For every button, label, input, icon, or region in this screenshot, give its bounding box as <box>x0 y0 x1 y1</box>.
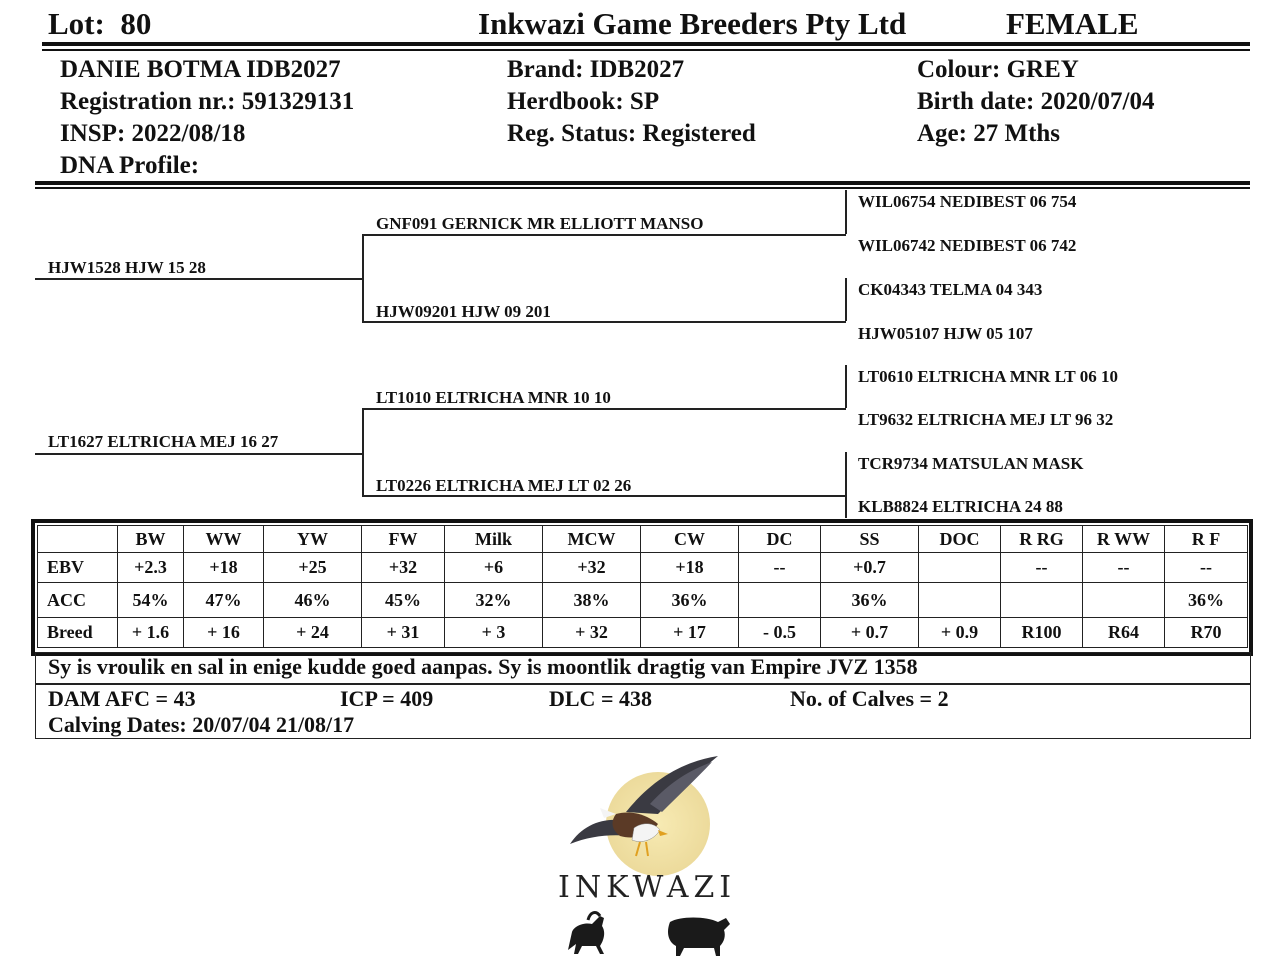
ebv-cell: 36% <box>821 583 919 618</box>
pedigree-gg-2: WIL06742 NEDIBEST 06 742 <box>858 236 1077 255</box>
animal-info-middle <box>507 54 756 150</box>
pedigree-gg-7: TCR9734 MATSULAN MASK <box>858 454 1084 473</box>
pedigree-gg-8: KLB8824 ELTRICHA 24 88 <box>858 497 1063 516</box>
sex-label: FEMALE <box>1006 6 1139 41</box>
animal-info-right <box>917 54 1155 150</box>
ebv-row-label: ACC <box>38 583 118 618</box>
pedigree-gg-4: HJW05107 HJW 05 107 <box>858 324 1033 343</box>
ebv-cell: R100 <box>1001 618 1083 648</box>
ebv-row-label: Breed <box>38 618 118 648</box>
ebv-cell: + 24 <box>264 618 362 648</box>
ebv-table <box>37 525 1248 648</box>
pedigree-gg-3: CK04343 TELMA 04 343 <box>858 280 1043 299</box>
ebv-cell: + 0.7 <box>821 618 919 648</box>
ebv-row-breed <box>38 618 1248 648</box>
ebv-header-cell: CW <box>641 526 739 553</box>
ebv-cell: + 17 <box>641 618 739 648</box>
lot-number: 80 <box>120 6 152 41</box>
ebv-cell: 36% <box>641 583 739 618</box>
dna-line: DNA Profile: <box>60 152 200 179</box>
ebv-header-cell: YW <box>264 526 362 553</box>
age-line: Age: 27 Mths <box>917 120 1061 147</box>
ebv-header-corner <box>38 526 118 553</box>
ebv-cell: +2.3 <box>118 553 184 583</box>
pedigree-sire-sire: GNF091 GERNICK MR ELLIOTT MANSO <box>376 214 704 233</box>
ebv-header-row <box>38 526 1248 553</box>
ebv-header-cell: Milk <box>445 526 543 553</box>
reg-status-line: Reg. Status: Registered <box>507 120 756 147</box>
ebv-header-cell: DC <box>739 526 821 553</box>
company-name: Inkwazi Game Breeders Pty Ltd <box>478 6 907 41</box>
ebv-cell <box>739 583 821 618</box>
header-rule-bottom <box>42 49 1250 51</box>
ebv-cell: 45% <box>362 583 445 618</box>
comment-box <box>35 652 1251 684</box>
ebv-cell <box>919 583 1001 618</box>
ebv-cell: -- <box>1083 553 1165 583</box>
ebv-cell: +0.7 <box>821 553 919 583</box>
ebv-cell: 32% <box>445 583 543 618</box>
info-rule-top <box>35 181 1250 185</box>
brand-line: Brand: IDB2027 <box>507 56 685 83</box>
ebv-cell: +32 <box>362 553 445 583</box>
calving-dates: Calving Dates: 20/07/04 21/08/17 <box>48 712 355 737</box>
ebv-cell: R64 <box>1083 618 1165 648</box>
pedigree-gg-1: WIL06754 NEDIBEST 06 754 <box>858 192 1077 211</box>
ebv-cell: -- <box>1165 553 1248 583</box>
ebv-header-cell: MCW <box>543 526 641 553</box>
pedigree-dam-dam: LT0226 ELTRICHA MEJ LT 02 26 <box>376 476 632 495</box>
ebv-cell <box>1083 583 1165 618</box>
ebv-header-cell: FW <box>362 526 445 553</box>
ebv-cell: + 1.6 <box>118 618 184 648</box>
ebv-header-cell: SS <box>821 526 919 553</box>
horse-and-bull-icon <box>530 902 760 957</box>
ebv-cell <box>1001 583 1083 618</box>
ebv-cell: 38% <box>543 583 641 618</box>
pedigree-sire-dam: HJW09201 HJW 09 201 <box>376 302 551 321</box>
insp-line: INSP: 2022/08/18 <box>60 120 246 147</box>
registration-line: Registration nr.: 591329131 <box>60 88 355 115</box>
ebv-header-cell: WW <box>184 526 264 553</box>
ebv-header-cell: DOC <box>919 526 1001 553</box>
ebv-cell: -- <box>1001 553 1083 583</box>
ebv-row-label: EBV <box>38 553 118 583</box>
ebv-cell: 46% <box>264 583 362 618</box>
ebv-cell: +18 <box>641 553 739 583</box>
ebv-row-acc <box>38 583 1248 618</box>
ebv-cell: +6 <box>445 553 543 583</box>
logo-wordmark: INKWAZI <box>558 870 737 905</box>
pedigree-dam-sire: LT1010 ELTRICHA MNR 10 10 <box>376 388 611 407</box>
ebv-cell: +18 <box>184 553 264 583</box>
ebv-cell: - 0.5 <box>739 618 821 648</box>
pedigree-dam: LT1627 ELTRICHA MEJ 16 27 <box>48 432 279 451</box>
fish-eagle-logo-icon <box>530 752 760 882</box>
ebv-cell: + 31 <box>362 618 445 648</box>
animal-info-left <box>60 54 354 182</box>
ebv-cell: R70 <box>1165 618 1248 648</box>
ebv-cell: + 3 <box>445 618 543 648</box>
pedigree-sire: HJW1528 HJW 15 28 <box>48 258 206 277</box>
info-rule-bottom <box>35 187 1250 189</box>
pedigree-gg-5: LT0610 ELTRICHA MNR LT 06 10 <box>858 367 1118 386</box>
ebv-cell <box>919 553 1001 583</box>
herdbook-line: Herdbook: SP <box>507 88 660 115</box>
lot-label-text: Lot: <box>48 6 105 41</box>
inkwazi-logo <box>530 752 760 957</box>
ebv-cell: + 32 <box>543 618 641 648</box>
ebv-cell: + 16 <box>184 618 264 648</box>
header-rule-top <box>42 42 1250 46</box>
ebv-header-cell: R WW <box>1083 526 1165 553</box>
dam-stats-box <box>35 684 1251 739</box>
ebv-cell: 47% <box>184 583 264 618</box>
ebv-cell: 54% <box>118 583 184 618</box>
owner-line: DANIE BOTMA IDB2027 <box>60 56 341 83</box>
birth-date-line: Birth date: 2020/07/04 <box>917 88 1155 115</box>
comment-text: Sy is vroulik en sal in enige kudde goed aanpas. Sy is moontlik dragtig van Empire JVZ 1358 <box>48 654 918 679</box>
ebv-cell: 36% <box>1165 583 1248 618</box>
ebv-header-cell: BW <box>118 526 184 553</box>
dam-dlc: DLC = 438 <box>549 686 652 711</box>
dam-icp: ICP = 409 <box>340 686 434 711</box>
ebv-cell: +25 <box>264 553 362 583</box>
ebv-cell: +32 <box>543 553 641 583</box>
pedigree-gg-6: LT9632 ELTRICHA MEJ LT 96 32 <box>858 410 1114 429</box>
ebv-header-cell: R F <box>1165 526 1248 553</box>
colour-line: Colour: GREY <box>917 56 1079 83</box>
lot-label <box>48 6 151 42</box>
dam-calves: No. of Calves = 2 <box>790 686 949 711</box>
ebv-cell: -- <box>739 553 821 583</box>
dam-afc: DAM AFC = 43 <box>48 686 196 711</box>
ebv-cell: + 0.9 <box>919 618 1001 648</box>
ebv-header-cell: R RG <box>1001 526 1083 553</box>
ebv-row-ebv <box>38 553 1248 583</box>
